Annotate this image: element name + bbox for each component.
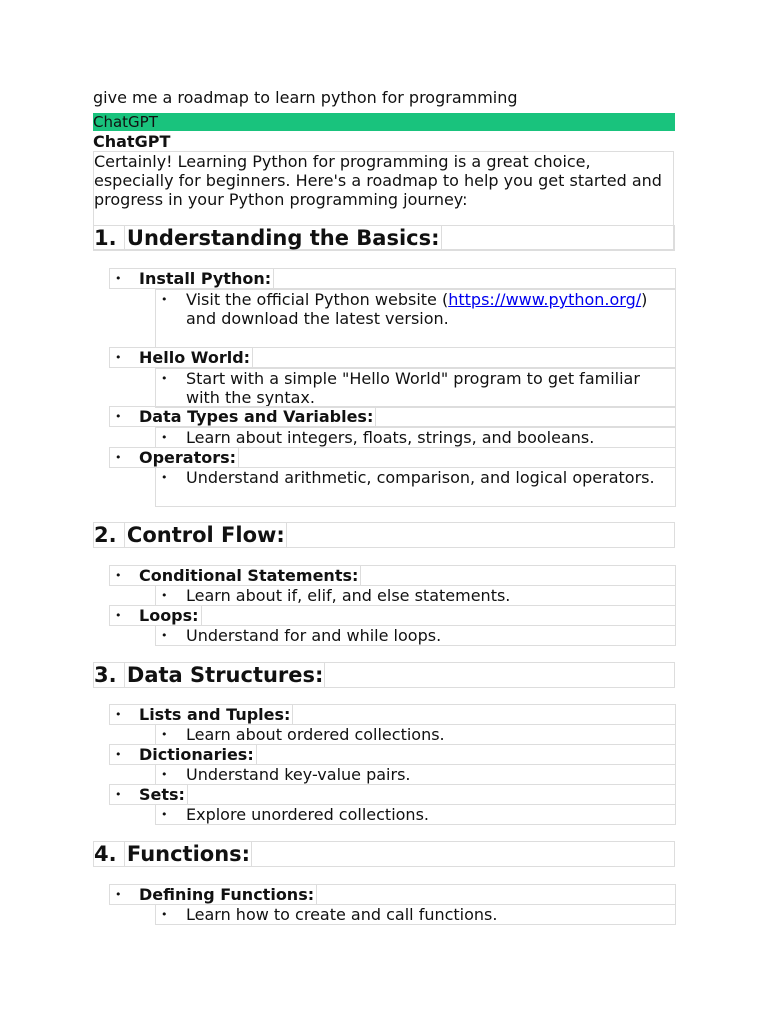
- section-title: Data Structures:: [124, 663, 326, 687]
- bullet: •: [161, 471, 168, 484]
- bullet: •: [161, 728, 168, 741]
- list-item-detail-text: Start with a simple "Hello World" program to get familiar with the syntax.: [186, 369, 640, 407]
- list-item-title: Loops:: [139, 606, 202, 625]
- section-heading-4: [93, 841, 675, 867]
- list-item-title: Hello World:: [139, 348, 253, 367]
- section-title: Functions:: [124, 842, 252, 866]
- intro-paragraph: Certainly! Learning Python for programming is a great choice, especially for beginners. Here's a roadmap to help you get started and progress in your Python programming journey:: [93, 151, 674, 250]
- list-item-detail: [155, 804, 676, 825]
- list-item-detail: [155, 904, 676, 925]
- bullet: •: [115, 569, 122, 582]
- section-number: 3.: [94, 663, 117, 687]
- bullet: •: [115, 708, 122, 721]
- bullet: •: [115, 748, 122, 761]
- section-heading-3: [93, 662, 675, 688]
- list-item-operators: [109, 447, 676, 468]
- bullet: •: [161, 293, 168, 306]
- list-item-defining-functions: [109, 884, 676, 905]
- list-item-title: Conditional Statements:: [139, 566, 361, 585]
- list-item-detail: [155, 625, 676, 646]
- list-item-detail: [155, 289, 676, 348]
- section-number: 1.: [94, 226, 117, 250]
- bullet: •: [161, 629, 168, 642]
- section-title: Control Flow:: [124, 523, 287, 547]
- bullet: •: [115, 788, 122, 801]
- section-title: Understanding the Basics:: [124, 226, 442, 250]
- assistant-bar-label: ChatGPT: [93, 113, 158, 131]
- list-item-title: Lists and Tuples:: [139, 705, 293, 724]
- speaker-name: ChatGPT: [93, 132, 171, 151]
- list-item-detail-text: Explore unordered collections.: [186, 805, 429, 824]
- list-item-lists-and-tuples: [109, 704, 676, 725]
- bullet: •: [161, 908, 168, 921]
- bullet: •: [115, 272, 122, 285]
- section-number: 2.: [94, 523, 117, 547]
- list-item-title: Operators:: [139, 448, 239, 467]
- python-website-link[interactable]: https://www.python.org/: [448, 290, 642, 309]
- list-item-detail: [155, 585, 676, 606]
- bullet: •: [115, 451, 122, 464]
- bullet: •: [161, 768, 168, 781]
- list-item-title: Sets:: [139, 785, 188, 804]
- bullet: •: [161, 808, 168, 821]
- list-item-detail-text: Learn about integers, floats, strings, and booleans.: [186, 428, 595, 447]
- list-item-detail-text: Understand key-value pairs.: [186, 765, 411, 784]
- list-item-detail-text: Visit the official Python website (https://www.python.org/) and download the latest version.: [186, 290, 648, 328]
- list-item-hello-world: [109, 347, 676, 368]
- bullet: •: [161, 431, 168, 444]
- list-item-detail-text: Learn about if, elif, and else statements.: [186, 586, 511, 605]
- list-item-install-python: [109, 268, 676, 289]
- list-item-detail-text: Learn about ordered collections.: [186, 725, 445, 744]
- bullet: •: [161, 372, 168, 385]
- list-item-loops: [109, 605, 676, 626]
- bullet: •: [115, 351, 122, 364]
- bullet: •: [115, 609, 122, 622]
- list-item-detail-text: Understand for and while loops.: [186, 626, 442, 645]
- list-item-title: Install Python:: [139, 269, 274, 288]
- list-item-detail: [155, 427, 676, 448]
- section-heading-1: [93, 225, 675, 251]
- list-item-detail: [155, 724, 676, 745]
- list-item-title: Data Types and Variables:: [139, 407, 376, 426]
- list-item-title: Defining Functions:: [139, 885, 317, 904]
- list-item-title: Dictionaries:: [139, 745, 257, 764]
- bullet: •: [161, 589, 168, 602]
- section-number: 4.: [94, 842, 117, 866]
- list-item-detail: [155, 467, 676, 507]
- list-item-dictionaries: [109, 744, 676, 765]
- assistant-header-bar: [93, 113, 675, 131]
- list-item-detail-text: Learn how to create and call functions.: [186, 905, 498, 924]
- list-item-detail-text: Understand arithmetic, comparison, and logical operators.: [186, 468, 655, 487]
- list-item-conditional-statements: [109, 565, 676, 586]
- list-item-detail: [155, 764, 676, 785]
- list-item-data-types: [109, 406, 676, 427]
- bullet: •: [115, 410, 122, 423]
- list-item-sets: [109, 784, 676, 805]
- bullet: •: [115, 888, 122, 901]
- user-prompt: give me a roadmap to learn python for programming: [93, 88, 518, 107]
- section-heading-2: [93, 522, 675, 548]
- list-item-detail: [155, 368, 676, 408]
